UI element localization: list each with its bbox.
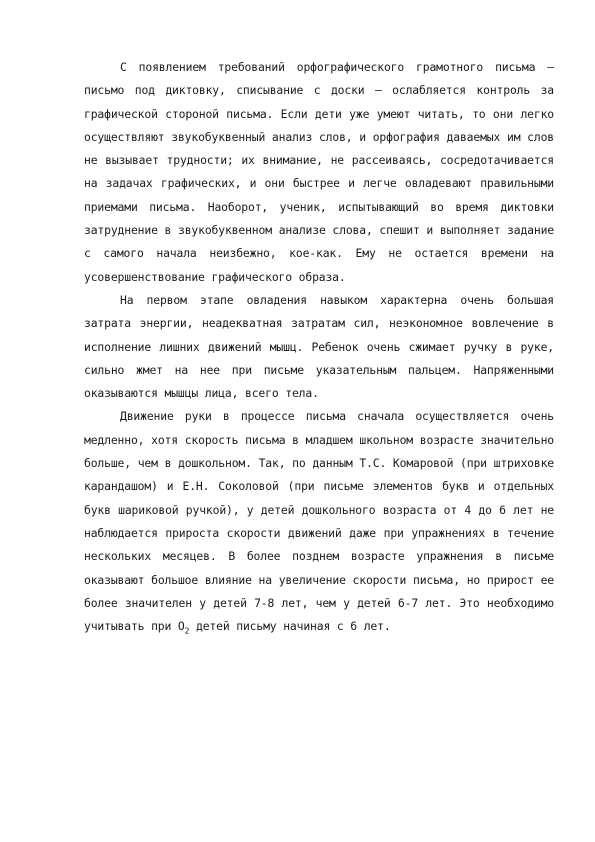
paragraph-1-text: С появлением требований орфографического грамотного письма – письмо под диктовку, списывание с доски – ослабляется контроль за графической стороной письма. Если дети уже умеют читать, то они легко осуществляют звукобуквенный анализ слов, и орфография даваемых им слов не вызывает трудности; их внимание, не рассеиваясь, сосредотачивается на задачах графических, и они быстрее и легче овладевают правильными приемами письма. Наоборот, ученик, испытывающий во время диктовки затруднение в звукобуквенном анализе слова, спешит и выполняет задание с самого начала неизбежно, кое-как. Ему не остается времени на усовершенствование графического образа. <box>84 60 554 284</box>
paragraph-3-tail: детей письму начиная с 6 лет. <box>189 619 391 634</box>
paragraph-3 <box>84 405 554 642</box>
subscript-2: 2 <box>184 626 190 636</box>
paragraph-2 <box>84 289 554 405</box>
document-page <box>84 56 554 643</box>
paragraph-2-text: На первом этапе овладения навыком характерна очень большая затрата энергии, неадекватная затратам сил, неэкономное вовлечение в исполнение лишних движений мышц. Ребенок очень сжимает ручку в руке, сильно жмет на нее при письме указательным пальцем. Напряженными оказываются мышцы лица, всего тела. <box>84 292 554 401</box>
paragraph-3-text: Движение руки в процессе письма сначала осуществляется очень медленно, хотя скорость письма в младшем школьном возрасте значительно больше, чем в дошкольном. Так, по данным Т.С. Комаровой (при штриховке карандашом) и Е.Н. Соколовой (при письме элементов букв и отдельных букв шариковой ручкой), у детей дошкольного возраста от 4 до 6 лет не наблюдается прироста скорости движений даже при упражнениях в течение нескольких месяцев. В более позднем возрасте упражнения в письме оказывают большое влияние на увеличение скорости письма, но прирост ее более значителен у детей 7-8 лет, чем у детей 6-7 лет. Это необходимо учитывать при О <box>84 409 554 634</box>
paragraph-1 <box>84 56 554 289</box>
